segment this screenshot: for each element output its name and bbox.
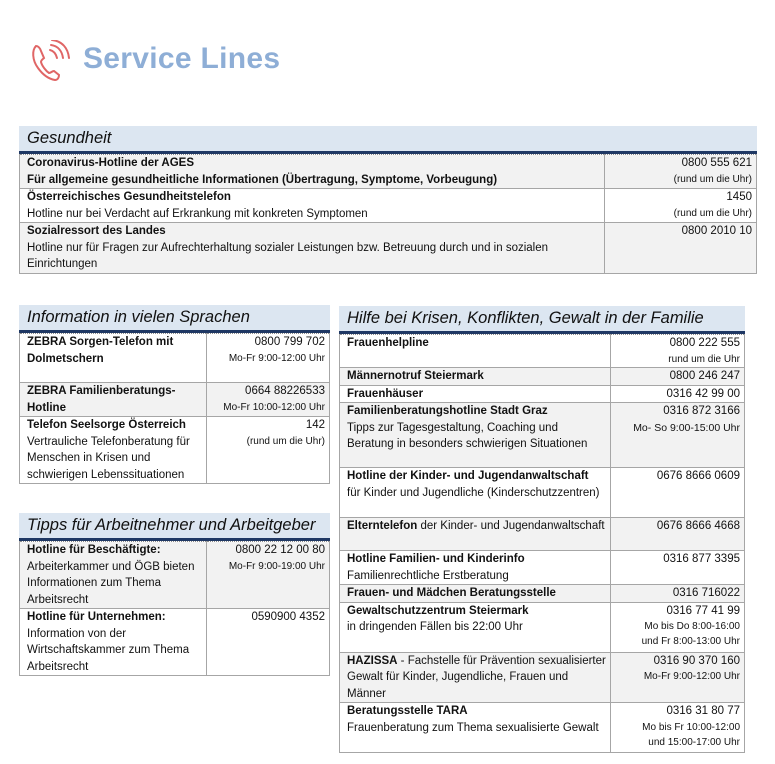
- entry-name: Elterntelefon: [347, 520, 418, 532]
- number-cell: [207, 417, 330, 484]
- phone-number[interactable]: 0800 22 12 00 80: [235, 544, 325, 556]
- entry-cell: [20, 334, 207, 383]
- hours: Mo-Fr 10:00-12:00 Uhr: [223, 401, 325, 413]
- entry-cell: [340, 652, 611, 703]
- entry-cell: [340, 551, 611, 585]
- phone-icon: [28, 40, 74, 84]
- krisen-table: [339, 334, 745, 753]
- number-cell: [611, 518, 745, 551]
- entry-name: Frauen- und Mädchen Beratungsstelle: [347, 587, 556, 599]
- section-title: Information in vielen Sprachen: [19, 305, 330, 333]
- number-cell: [611, 703, 745, 753]
- phone-number[interactable]: 0316 90 370 160: [653, 654, 740, 667]
- entry-name: Coronavirus-Hotline der AGES: [27, 157, 194, 169]
- entry-name-suffix: der Kinder- und Jugendanwaltschaft: [417, 520, 605, 532]
- table-row: [340, 368, 745, 386]
- entry-name: Hotline für Beschäftigte:: [27, 544, 161, 556]
- number-cell: [605, 155, 757, 189]
- entry-name: ZEBRA Familienberatungs-Hotline: [27, 385, 176, 414]
- hours: Mo-Fr 9:00-12:00 Uhr: [228, 352, 325, 364]
- entry-cell: [340, 703, 611, 753]
- phone-number[interactable]: 0316 31 80 77: [666, 705, 740, 717]
- sprachen-table: [19, 333, 330, 484]
- entry-name: Männernotruf Steiermark: [347, 370, 484, 382]
- number-cell: [611, 368, 745, 386]
- entry-name-suffix: - Fachstelle für Prävention sexualisierter Gewalt für Kinder, Jugendliche, Frauen und Männer: [347, 654, 606, 700]
- entry-cell: [20, 542, 207, 609]
- table-row: [20, 155, 757, 189]
- section-sprachen: [19, 305, 330, 484]
- entry-description: Frauenberatung zum Thema sexualisierte Gewalt: [347, 721, 599, 734]
- hours: (rund um die Uhr): [246, 435, 325, 447]
- table-row: [20, 417, 330, 484]
- phone-number[interactable]: 0590900 4352: [251, 611, 325, 623]
- phone-number[interactable]: 0676 8666 0609: [656, 470, 740, 482]
- entry-description: Tipps zur Tagesgestaltung, Coaching und Beratung in besonders schwierigen Situationen: [347, 421, 588, 450]
- entry-cell: [20, 609, 207, 676]
- entry-description: für Kinder und Jugendliche (Kinderschutzzentren): [347, 486, 600, 499]
- entry-cell: [340, 518, 611, 551]
- entry-name: Österreichisches Gesundheitstelefon: [27, 191, 231, 203]
- phone-number[interactable]: 0800 246 247: [669, 370, 740, 382]
- table-row: [340, 652, 745, 703]
- entry-name: Frauenhelpline: [347, 337, 429, 349]
- page-title: Service Lines: [83, 42, 281, 75]
- entry-description: in dringenden Fällen bis 22:00 Uhr: [347, 621, 523, 633]
- entry-cell: [340, 403, 611, 468]
- number-cell: [611, 652, 745, 703]
- entry-name: Hotline Familien- und Kinderinfo: [347, 553, 525, 565]
- arbeit-table: [19, 541, 330, 676]
- number-cell: [611, 468, 745, 518]
- entry-cell: [20, 189, 605, 223]
- section-title: Gesundheit: [19, 126, 757, 154]
- table-row: [20, 334, 330, 383]
- entry-name: Hotline der Kinder- und Jugendanwaltschaft: [347, 470, 589, 482]
- table-row: [20, 223, 757, 274]
- phone-number[interactable]: 0800 2010 10: [681, 225, 752, 237]
- entry-cell: [340, 468, 611, 518]
- hours: rund um die Uhr: [668, 353, 740, 365]
- phone-number[interactable]: 0800 799 702: [254, 336, 325, 348]
- table-row: [340, 518, 745, 551]
- hours: Mo bis Do 8:00-16:00: [644, 621, 740, 632]
- hours: Mo bis Fr 10:00-12:00: [642, 721, 740, 733]
- hours-line-2: und 15:00-17:00 Uhr: [648, 736, 740, 748]
- phone-number[interactable]: 0800 222 555: [669, 337, 740, 349]
- entry-cell: [340, 602, 611, 652]
- entry-cell: [20, 417, 207, 484]
- entry-name: Hotline für Unternehmen:: [27, 611, 166, 623]
- number-cell: [611, 551, 745, 585]
- hours: (rund um die Uhr): [673, 207, 752, 219]
- section-title: Tipps für Arbeitnehmer und Arbeitgeber: [19, 513, 330, 541]
- table-row: [20, 189, 757, 223]
- number-cell: [207, 542, 330, 609]
- entry-description: Hotline nur bei Verdacht auf Erkrankung mit konkreten Symptomen: [27, 207, 368, 220]
- phone-number[interactable]: 0800 555 621: [681, 157, 752, 169]
- hours: Mo- So 9:00-15:00 Uhr: [633, 421, 740, 434]
- entry-name: Sozialressort des Landes: [27, 225, 166, 237]
- entry-cell: [20, 155, 605, 189]
- entry-name: ZEBRA Sorgen-Telefon mit Dolmetschern: [27, 336, 174, 365]
- hours: (rund um die Uhr): [673, 173, 752, 185]
- section-gesundheit: [19, 126, 757, 274]
- table-row: [340, 602, 745, 652]
- table-row: [20, 383, 330, 417]
- table-row: [340, 385, 745, 403]
- entry-name: Beratungsstelle TARA: [347, 705, 468, 717]
- number-cell: [207, 383, 330, 417]
- entry-cell: [20, 383, 207, 417]
- section-arbeit: [19, 513, 330, 676]
- entry-name: Frauenhäuser: [347, 387, 424, 400]
- phone-number[interactable]: 1450: [726, 191, 752, 203]
- phone-number[interactable]: 0316 872 3166: [663, 405, 740, 417]
- entry-description: Arbeiterkammer und ÖGB bieten Informationen zum Thema Arbeitsrecht: [27, 560, 195, 606]
- number-cell: [207, 609, 330, 676]
- phone-number[interactable]: 0664 88226533: [245, 385, 325, 397]
- entry-name: Telefon Seelsorge Österreich: [27, 419, 186, 431]
- table-row: [340, 403, 745, 468]
- entry-description: Familienrechtliche Erstberatung: [347, 569, 509, 582]
- section-krisen: [339, 306, 745, 753]
- number-cell: [611, 585, 745, 603]
- table-row: [340, 468, 745, 518]
- table-row: [340, 335, 745, 368]
- entry-name: Familienberatungshotline Stadt Graz: [347, 405, 548, 417]
- phone-number[interactable]: 0316 77 41 99: [666, 604, 740, 617]
- number-cell: [611, 403, 745, 468]
- hours: Mo-Fr 9:00-12:00 Uhr: [643, 671, 740, 682]
- entry-description: Hotline nur für Fragen zur Aufrechterhaltung sozialer Leistungen bzw. Betreuung durch und in sozialen Einrichtungen: [27, 241, 549, 270]
- gesundheit-table: [19, 154, 757, 274]
- table-row: [20, 542, 330, 609]
- table-row: [340, 585, 745, 603]
- number-cell: [207, 334, 330, 383]
- section-title: Hilfe bei Krisen, Konflikten, Gewalt in der Familie: [339, 306, 745, 334]
- number-cell: [611, 335, 745, 368]
- phone-number[interactable]: 0316 716022: [672, 587, 740, 599]
- phone-number[interactable]: 0316 877 3395: [663, 553, 740, 565]
- hours: Mo-Fr 9:00-19:00 Uhr: [228, 560, 325, 572]
- entry-cell: [340, 585, 611, 603]
- table-row: [340, 703, 745, 753]
- entry-cell: [20, 223, 605, 274]
- number-cell: [605, 189, 757, 223]
- entry-name: HAZISSA: [347, 654, 398, 667]
- phone-number[interactable]: 0316 42 99 00: [666, 387, 740, 400]
- number-cell: [605, 223, 757, 274]
- entry-description: Vertrauliche Telefonberatung für Menschen in Krisen und schwierigen Lebenssituationen: [27, 435, 190, 481]
- entry-cell: [340, 335, 611, 368]
- table-row: [20, 609, 330, 676]
- phone-number[interactable]: 142: [305, 419, 325, 431]
- number-cell: [611, 602, 745, 652]
- entry-cell: [340, 368, 611, 386]
- number-cell: [611, 385, 745, 403]
- phone-number[interactable]: 0676 8666 4668: [656, 520, 740, 532]
- entry-description: Für allgemeine gesundheitliche Informationen (Übertragung, Symptome, Vorbeugung): [27, 173, 498, 186]
- entry-cell: [340, 385, 611, 403]
- entry-description: Information von der Wirtschaftskammer zum Thema Arbeitsrecht: [27, 627, 190, 673]
- table-row: [340, 551, 745, 585]
- entry-name: Gewaltschutzzentrum Steiermark: [347, 604, 529, 617]
- hours-line-2: und Fr 8:00-13:00 Uhr: [641, 636, 740, 647]
